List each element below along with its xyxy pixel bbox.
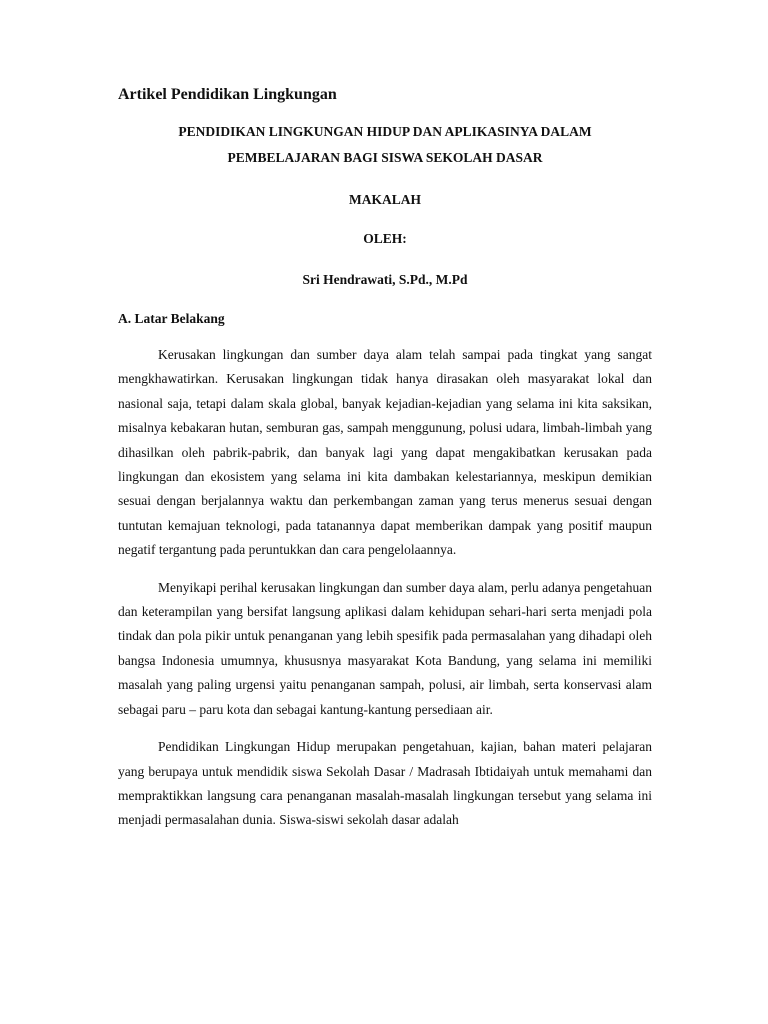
title-line-1: PENDIDIKAN LINGKUNGAN HIDUP DAN APLIKASINYA DALAM bbox=[178, 124, 592, 139]
paragraph-3: Pendidikan Lingkungan Hidup merupakan pengetahuan, kajian, bahan materi pelajaran yang berupaya untuk mendidik siswa Sekolah Dasar / Madrasah Ibtidaiyah untuk memahami dan mempraktikkan langsung cara penanganan masalah-masalah lingkungan tersebut yang selama ini menjadi permasalahan dunia. Siswa-siswi sekolah dasar adalah bbox=[118, 739, 652, 828]
makalah-label: MAKALAH bbox=[349, 192, 421, 207]
article-heading: Artikel Pendidikan Lingkungan bbox=[118, 86, 337, 103]
paragraph-2: Menyikapi perihal kerusakan lingkungan dan sumber daya alam, perlu adanya pengetahuan dan keterampilan yang bersifat langsung aplikasi dalam kehidupan sehari-hari serta menjadi pola tindak dan pola pikir untuk penanganan yang lebih spesifik pada permasalahan yang dihadapi oleh bangsa Indonesia umumnya, khususnya masyarakat Kota Bandung, yang selama ini memiliki masalah yang paling urgensi yaitu penanganan sampah, polusi, air limbah, serta konservasi alam sebagai paru – paru kota dan sebagai kantung-kantung persediaan air. bbox=[118, 579, 652, 717]
title-line-2: PEMBELAJARAN BAGI SISWA SEKOLAH DASAR bbox=[227, 150, 543, 165]
document-page bbox=[118, 86, 652, 833]
author-name: Sri Hendrawati, S.Pd., M.Pd bbox=[302, 272, 468, 287]
section-heading: A. Latar Belakang bbox=[118, 311, 225, 326]
oleh-label: OLEH: bbox=[363, 231, 407, 246]
paragraph-1: Kerusakan lingkungan dan sumber daya alam telah sampai pada tingkat yang sangat mengkhawatirkan. Kerusakan lingkungan tidak hanya dirasakan oleh masyarakat lokal dan nasional saja, tetapi dalam skala global, banyak kejadian-kejadian yang selama ini kita saksikan, misalnya kebakaran hutan, semburan gas, sampah menggunung, polusi udara, limbah-limbah yang dihasilkan oleh pabrik-pabrik, dan banyak lagi yang dapat mengakibatkan kerusakan pada lingkungan dan ekosistem yang selama ini kita dambakan kelestariannya, meskipun demikian sesuai dengan berjalannya waktu dan perkembangan zaman yang terus menerus sesuai dengan tuntutan kemajuan teknologi, pada tatanannya dapat memberikan dampak yang positif maupun negatif tergantung pada peruntukkan dan cara pengelolaannya. bbox=[118, 347, 652, 558]
